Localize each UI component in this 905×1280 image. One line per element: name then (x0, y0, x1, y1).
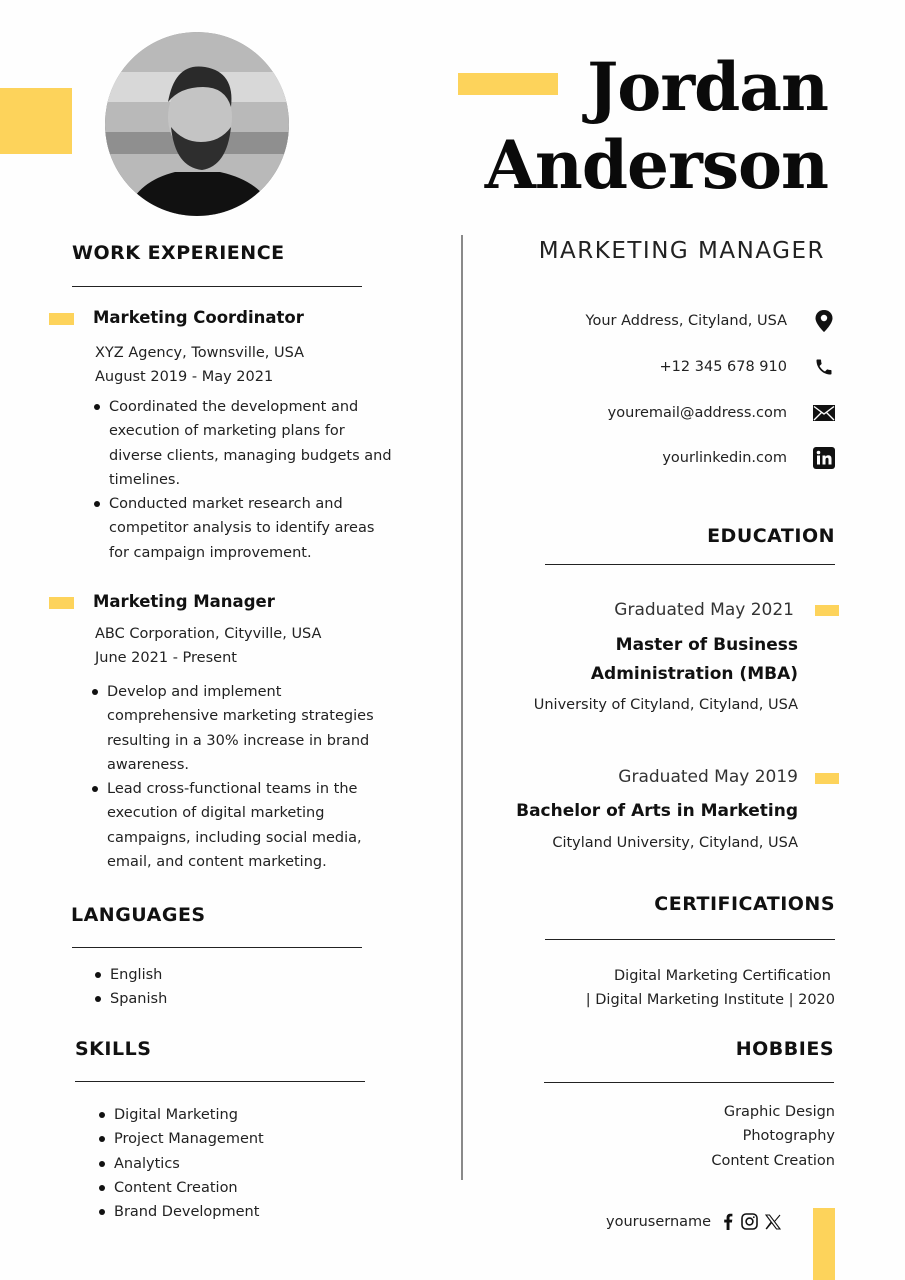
section-rule (75, 1081, 365, 1082)
social-links (606, 1213, 781, 1230)
degree-line: Administration (MBA) (590, 664, 798, 684)
education-school: Cityland University, Cityland, USA (552, 835, 798, 851)
section-rule (72, 947, 362, 948)
instagram-icon[interactable] (741, 1213, 758, 1230)
section-title-certifications: CERTIFICATIONS (654, 893, 835, 915)
education-degree: Bachelor of Arts in Marketing (516, 801, 798, 821)
job-dates: June 2021 - Present (95, 650, 237, 666)
certification-line: | Digital Marketing Institute | 2020 (585, 992, 835, 1008)
education-marker (815, 605, 839, 616)
job-company: ABC Corporation, Cityville, USA (95, 626, 322, 642)
profile-photo (105, 32, 289, 216)
skill-item: Content Creation (99, 1176, 264, 1200)
section-rule (545, 939, 835, 940)
contact-text: Your Address, Cityland, USA (585, 313, 787, 329)
job-bullet: Develop and implement comprehensive marketing strategies resulting in a 30% increase in brand awareness. (92, 680, 397, 777)
skills-list (99, 1103, 264, 1224)
language-item: English (95, 963, 167, 987)
section-title-hobbies: HOBBIES (735, 1038, 834, 1060)
contact-text: +12 345 678 910 (659, 359, 787, 375)
job-bullet: Coordinated the development and execution of marketing plans for diverse clients, managing budgets and timelines. (94, 395, 394, 492)
skill-item: Project Management (99, 1127, 264, 1151)
contact-phone (660, 356, 835, 378)
section-title-education: EDUCATION (707, 525, 835, 547)
contact-text: youremail@address.com (607, 405, 787, 421)
section-rule (545, 564, 835, 565)
education-marker (815, 773, 839, 784)
job-bullets (94, 395, 394, 565)
map-pin-icon (813, 310, 835, 332)
social-username: yourusername (606, 1213, 712, 1230)
certification-line: Digital Marketing Certification (614, 968, 831, 984)
job-bullet: Conducted market research and competitor analysis to identify areas for campaign improvement. (94, 492, 394, 565)
job-bullet: Lead cross-functional teams in the execution of digital marketing campaigns, including social media, email, and content marketing. (92, 777, 397, 874)
linkedin-icon[interactable] (813, 447, 835, 469)
hobby-item: Content Creation (711, 1152, 835, 1169)
education-school: University of Cityland, Cityland, USA (533, 697, 798, 713)
skill-item: Digital Marketing (99, 1103, 264, 1127)
skill-item: Analytics (99, 1152, 264, 1176)
education-date: Graduated May 2019 (618, 767, 798, 787)
contact-email (608, 402, 835, 424)
contact-linkedin[interactable] (662, 447, 835, 469)
hobby-item: Photography (742, 1128, 835, 1145)
job-dates: August 2019 - May 2021 (95, 369, 274, 385)
phone-icon (813, 356, 835, 378)
section-title-skills: SKILLS (75, 1038, 152, 1060)
job-marker (49, 313, 74, 325)
contact-text[interactable]: yourlinkedin.com (662, 450, 787, 466)
education-date: Graduated May 2021 (614, 600, 794, 620)
accent-block-left (0, 88, 72, 154)
hobby-item: Graphic Design (723, 1104, 835, 1120)
accent-bar-bottom (813, 1208, 835, 1280)
candidate-name (485, 48, 828, 204)
section-title-work-experience: WORK EXPERIENCE (72, 242, 285, 264)
column-divider (461, 235, 463, 1180)
language-item: Spanish (95, 987, 167, 1011)
envelope-icon (813, 402, 835, 424)
degree-line: Master of Business (615, 635, 798, 655)
hobbies-list (711, 1100, 835, 1173)
facebook-icon[interactable] (723, 1213, 733, 1230)
job-marker (49, 597, 74, 609)
job-title: MARKETING MANAGER (538, 238, 825, 264)
languages-list (95, 963, 167, 1012)
job-company: XYZ Agency, Townsville, USA (95, 345, 305, 361)
job-role: Marketing Manager (93, 592, 275, 611)
first-name: Jordan (587, 48, 828, 126)
section-title-languages: LANGUAGES (71, 904, 206, 926)
contact-address (586, 310, 835, 332)
job-role: Marketing Coordinator (93, 308, 304, 327)
last-name: Anderson (484, 126, 828, 204)
x-icon[interactable] (765, 1214, 781, 1230)
section-rule (72, 286, 362, 287)
section-rule (544, 1082, 834, 1083)
skill-item: Brand Development (99, 1200, 264, 1224)
job-bullets (92, 680, 397, 874)
education-degree (591, 631, 798, 689)
